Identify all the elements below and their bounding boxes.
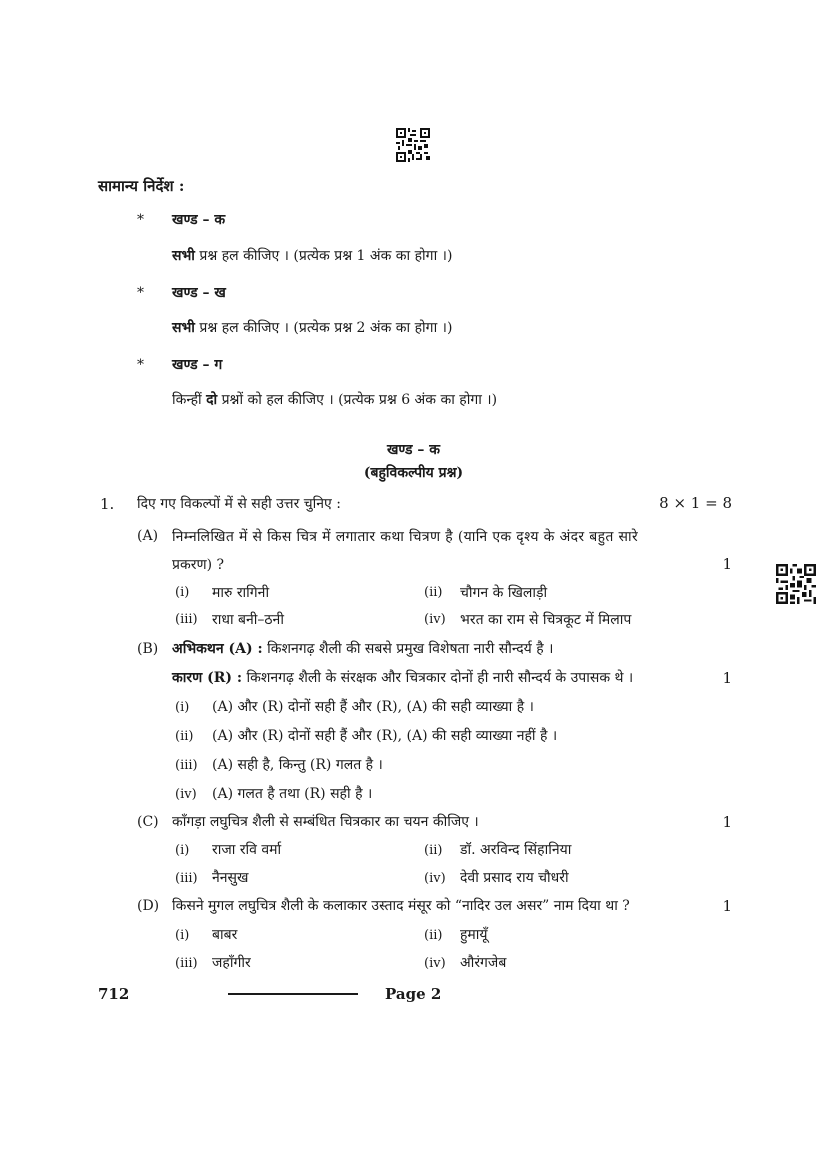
question-number: 1.: [100, 495, 115, 513]
option-number: (ii): [175, 729, 194, 744]
option-number: (i): [175, 585, 190, 600]
subquestion-text: किसने मुगल लघुचित्र शैली के कलाकार उस्ताद मंसूर को “नादिर उल असर” नाम दिया था ?: [172, 898, 630, 914]
option-text: चौगन के खिलाड़ी: [460, 585, 548, 601]
option-text: राजा रवि वर्मा: [212, 842, 282, 858]
option-number: (iii): [175, 871, 198, 886]
subquestion-mark: 1: [722, 555, 732, 573]
assertion-text: किशनगढ़ शैली की सबसे प्रमुख विशेषता नारी सौन्दर्य है ।: [262, 641, 554, 657]
instruction-text: [172, 318, 452, 337]
option-text: औरंगजेब: [460, 955, 507, 971]
footer-divider: [228, 993, 358, 995]
option-text: (A) सही है, किन्तु (R) गलत है ।: [212, 757, 383, 773]
option-text: राधा बनी–ठनी: [212, 612, 284, 628]
bullet-star: *: [137, 285, 144, 301]
qr-code-icon: [776, 564, 816, 604]
qr-code-icon: [396, 128, 430, 162]
instruction-emphasis: सभी: [172, 248, 195, 264]
instruction-section-label: खण्ड – ग: [172, 357, 223, 373]
option-number: (i): [175, 843, 190, 858]
subquestion-mark: 1: [722, 897, 732, 915]
subquestion-text: काँगड़ा लघुचित्र शैली से सम्बंधित चित्रकार का चयन कीजिए ।: [172, 814, 479, 830]
instruction-body: प्रश्न हल कीजिए । (प्रत्येक प्रश्न 2 अंक का होगा ।): [194, 320, 453, 336]
option-number: (i): [175, 700, 190, 715]
subquestion-mark: 1: [722, 669, 732, 687]
subquestion-text-cont: प्रकरण) ?: [172, 557, 224, 573]
paper-code: 712: [98, 985, 130, 1003]
instruction-text: [172, 246, 452, 265]
general-instructions-title: सामान्य निर्देश :: [98, 177, 185, 195]
option-number: (iv): [175, 787, 197, 802]
option-number: (ii): [424, 585, 443, 600]
option-number: (iv): [424, 612, 446, 627]
instruction-section-label: खण्ड – ख: [172, 285, 226, 301]
option-number: (iii): [175, 956, 198, 971]
question-marks: 8 × 1 = 8: [659, 494, 732, 512]
option-number: (i): [175, 928, 190, 943]
option-text: मारु रागिनी: [212, 585, 270, 601]
option-number: (ii): [424, 843, 443, 858]
subquestion-label: (C): [137, 814, 159, 830]
option-text: देवी प्रसाद राय चौधरी: [460, 870, 569, 886]
assertion-label: अभिकथन (A) :: [172, 641, 263, 657]
subquestion-label: (A): [137, 528, 159, 544]
reason-text: किशनगढ़ शैली के संरक्षक और चित्रकार दोनों ही नारी सौन्दर्य के उपासक थे ।: [242, 670, 634, 686]
option-text: नैनसुख: [212, 870, 249, 886]
instruction-body: प्रश्नों को हल कीजिए । (प्रत्येक प्रश्न 6 अंक का होगा ।): [217, 392, 498, 408]
instruction-text: [172, 390, 497, 409]
bullet-star: *: [137, 212, 144, 228]
instruction-pre: किन्हीं: [172, 392, 207, 408]
subquestion-label: (D): [137, 898, 160, 914]
option-number: (ii): [424, 928, 443, 943]
option-text: बाबर: [212, 927, 238, 943]
option-text: भरत का राम से चित्रकूट में मिलाप: [460, 612, 632, 628]
reason-label: कारण (R) :: [172, 670, 243, 686]
option-number: (iii): [175, 612, 198, 627]
section-heading: खण्ड – क: [386, 442, 441, 458]
bullet-star: *: [137, 357, 144, 373]
subquestion-text: निम्नलिखित में से किस चित्र में लगातार कथा चित्रण है (यानि एक दृश्य के अंदर बहुत सारे: [172, 529, 639, 545]
option-number: (iv): [424, 871, 446, 886]
instruction-section-label: खण्ड – क: [172, 212, 226, 228]
option-text: डॉ. अरविन्द सिंहानिया: [460, 842, 572, 858]
question-stem: दिए गए विकल्पों में से सही उत्तर चुनिए :: [137, 496, 341, 512]
assertion-line: [172, 639, 553, 658]
option-text: (A) गलत है तथा (R) सही है ।: [212, 786, 373, 802]
option-text: (A) और (R) दोनों सही हैं और (R), (A) की सही व्याख्या है ।: [212, 699, 534, 715]
section-subheading: (बहुविकल्पीय प्रश्न): [363, 465, 464, 481]
subquestion-label: (B): [137, 641, 159, 657]
instruction-emphasis: दो: [206, 392, 218, 408]
option-text: हुमायूँ: [460, 927, 488, 943]
instruction-body: प्रश्न हल कीजिए । (प्रत्येक प्रश्न 1 अंक का होगा ।): [194, 248, 453, 264]
page-number: Page 2: [385, 985, 442, 1003]
instruction-emphasis: सभी: [172, 320, 195, 336]
option-number: (iii): [175, 758, 198, 773]
subquestion-mark: 1: [722, 813, 732, 831]
option-number: (iv): [424, 956, 446, 971]
option-text: (A) और (R) दोनों सही हैं और (R), (A) की सही व्याख्या नहीं है ।: [212, 728, 558, 744]
reason-line: [172, 668, 633, 687]
option-text: जहाँगीर: [212, 955, 251, 971]
